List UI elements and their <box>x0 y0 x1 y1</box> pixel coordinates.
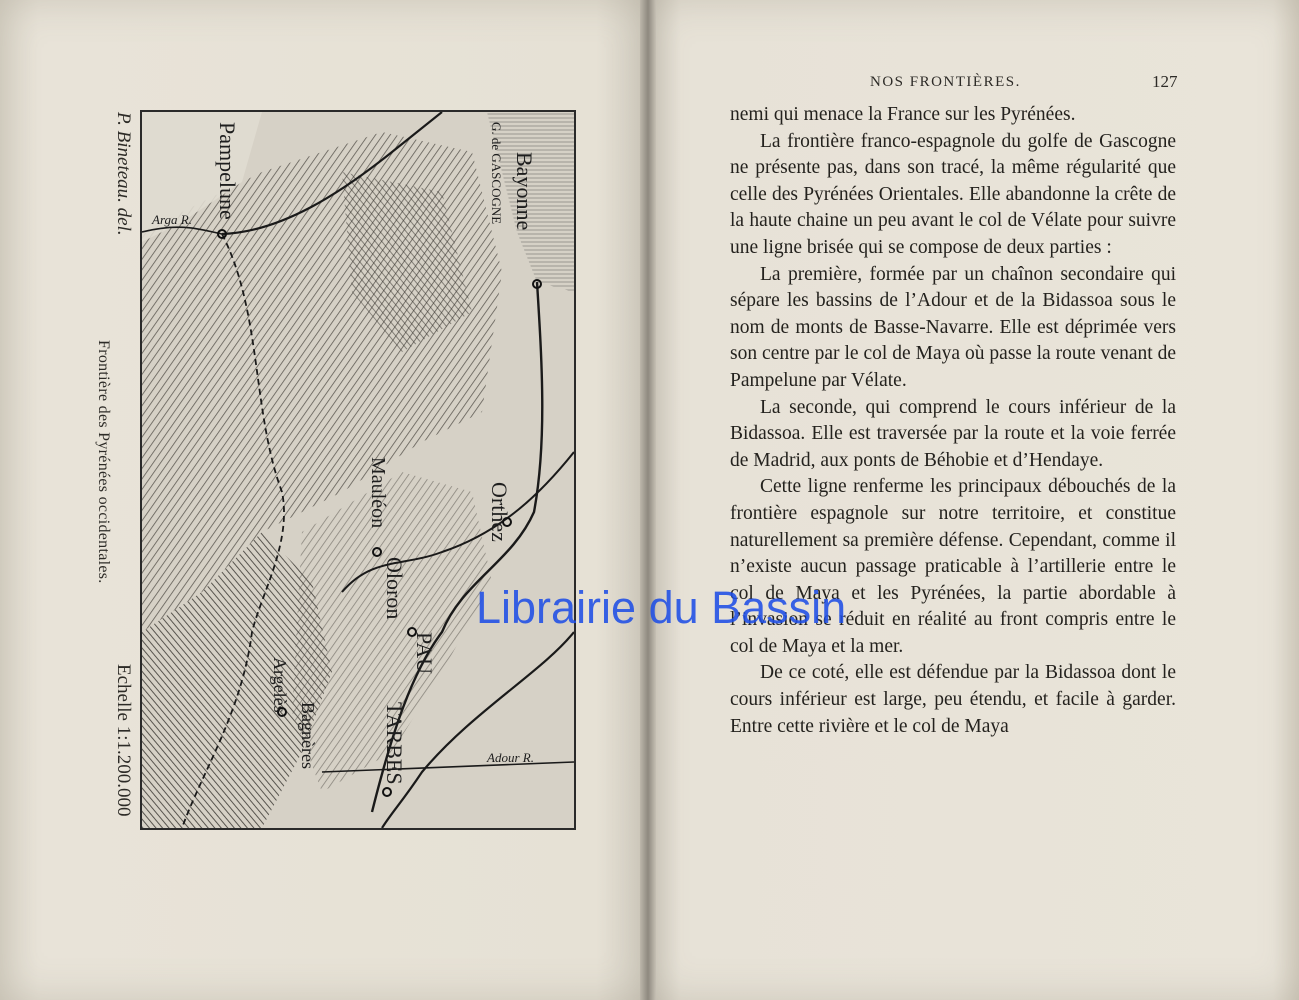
map-label-pau: PAU <box>412 632 437 674</box>
map-label-adour: Adour R. <box>487 750 534 765</box>
map-credit: P. Bineteau. del. <box>113 112 134 236</box>
map-label-orthez: Orthez <box>487 482 512 542</box>
paragraph: La première, formée par un chaînon secondaire qui sépare les bassins de l’Adour et de la Bidassoa sous le nom de monts de Basse-Navarre. Elle est déprimée vers son centre par le col de Maya où passe la route venant de Pampelune par Vélate. <box>730 263 1176 391</box>
map-label-bagneres: Bagnères <box>298 702 318 769</box>
map-label-oloron: Oloron <box>382 557 407 620</box>
map-label-tarbes: TARBES <box>382 702 407 785</box>
paragraph: La seconde, qui comprend le cours inférieur de la Bidassoa. Elle est traversée par la route et la voie ferrée de Madrid, aux ponts de Béhobie et d’Hendaye. <box>730 396 1176 471</box>
map-illustration <box>142 112 574 828</box>
map-caption: Frontière des Pyrénées occidentales. <box>95 340 112 584</box>
page-number: 127 <box>1152 72 1178 91</box>
paragraph: De ce coté, elle est défendue par la Bidassoa dont le cours inférieur est large, peu étendu, et facile à garder. Entre cette rivière et le col de Maya <box>730 662 1176 737</box>
map-label-gascogne: G. de GASCOGNE <box>489 122 504 225</box>
map-label-pampelune: Pampelune <box>215 122 240 220</box>
book-gutter <box>640 0 656 1000</box>
paragraph: Cette ligne renferme les principaux débouchés de la frontière espagnole sur notre territoire, et constitue naturellement sa première défense. Cependant, comme il n’existe aucun passage praticable à l’artillerie entre le col de Maya et les Pyrénées, la partie abordable à l’invasion se réduit en réalité au front compris entre le col de Maya et la mer. <box>730 476 1176 657</box>
pyrenees-map <box>140 110 576 830</box>
map-scale: Echelle 1:1.200.000 <box>113 664 134 817</box>
paragraph: nemi qui menace la France sur les Pyrénées. <box>730 104 1076 125</box>
paragraph: La frontière franco-espagnole du golfe de Gascogne ne présente pas, dans son tracé, la même régularité que celle des Pyrénées Orientales. Elle abandonne la crête de la haute chaine un peu avant le col de Vélate pour suivre une ligne brisée qui se compose de deux parties : <box>730 130 1176 258</box>
map-label-bayonne: Bayonne <box>512 152 537 231</box>
map-label-argeles: Argelès <box>270 657 290 713</box>
map-label-arga: Arga R. <box>152 212 192 227</box>
running-head: NOS FRONTIÈRES. <box>870 74 1021 90</box>
watermark: Librairie du Bassin <box>476 582 847 633</box>
body-text <box>730 102 1176 740</box>
map-label-mauleon: Mauléon <box>367 457 389 529</box>
